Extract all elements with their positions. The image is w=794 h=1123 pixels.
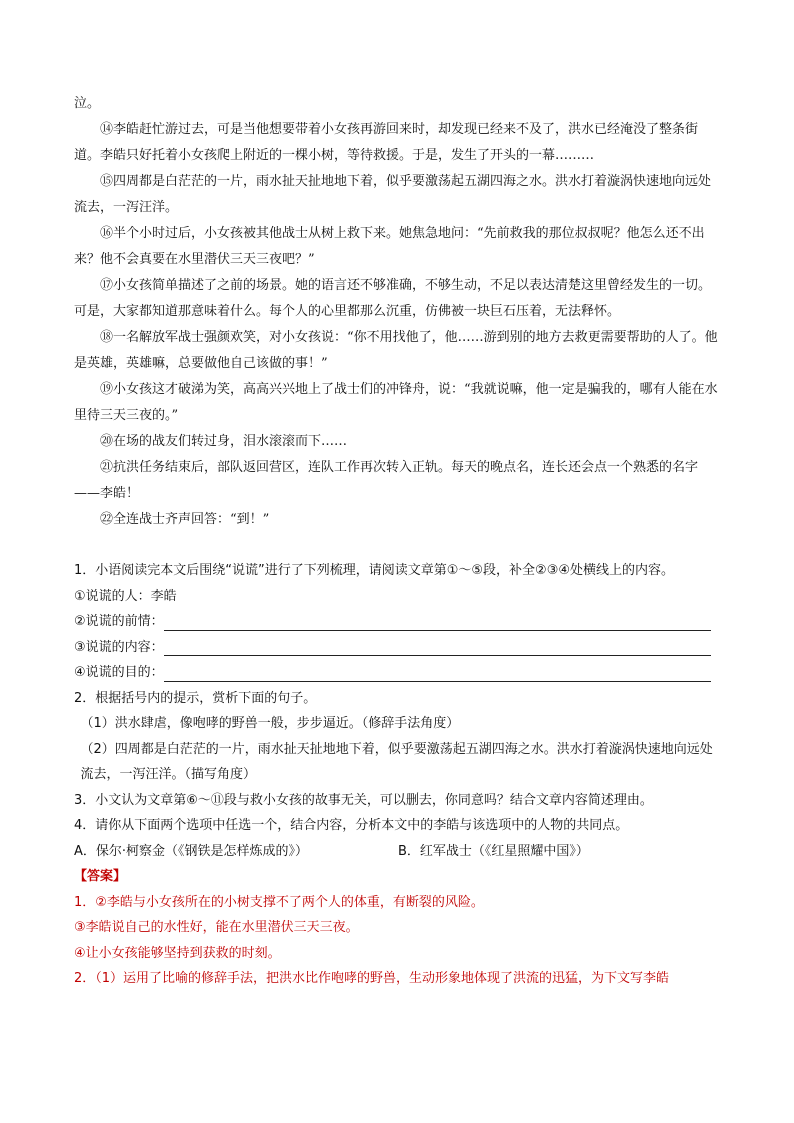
story-text [74, 91, 720, 533]
question-1-item-4-label: ④说谎的目的： [74, 665, 164, 680]
paragraph-18: ⑱一名解放军战士强颜欢笑，对小女孩说：“你不用找他了，他……游到别的地方去救更需要帮助的人了。他是英雄，英雄嘛，总要做他自己该做的事！” [74, 330, 718, 371]
paragraph-16: ⑯半个小时过后，小女孩被其他战士从树上救下来。她焦急地问：“先前救我的那位叔叔呢？他怎么还不出来？他不会真要在水里潜伏三天三夜吧？” [74, 226, 705, 267]
answer-2-part-1: 2．（1）运用了比喻的修辞手法，把洪水比作咆哮的野兽，生动形象地体现了洪流的迅猛，为下文写李皓 [74, 971, 670, 986]
paragraph-22: ㉒全连战士齐声回答：“到！” [100, 512, 270, 527]
question-2-part-1: （1）洪水肆虐，像咆哮的野兽一般，步步逼近。（修辞手法角度） [80, 716, 460, 731]
question-4: 4．请你从下面两个选项中任选一个，结合内容，分析本文中的李皓与该选项中的人物的共同点。 [74, 818, 629, 833]
question-3: 3．小文认为文章第⑥～⑪段与救小女孩的故事无关，可以删去，你同意吗？结合文章内容简述理由。 [74, 792, 653, 808]
answer-heading: 【答案】 [74, 869, 127, 884]
paragraph-21: ㉑抗洪任务结束后，部队返回营区，连队工作再次转入正轨。每天的晚点名，连长还会点一个熟悉的名字——李皓！ [74, 460, 699, 501]
question-2: 2．根据括号内的提示，赏析下面的句子。 [74, 690, 317, 706]
question-2-part-2: （2）四周都是白茫茫的一片，雨水扯天扯地地下着，似乎要激荡起五湖四海之水。洪水打着漩涡快速地向远处流去，一泻汪洋。（描写角度） [80, 741, 713, 782]
question-1-item-2-label: ②说谎的前情： [74, 614, 164, 629]
question-1-item-4 [74, 660, 720, 686]
question-1-item-3-label: ③说谎的内容： [74, 639, 164, 655]
answer-1-item-4: ④让小女孩能够坚持到获救的时刻。 [74, 945, 281, 961]
question-4-options [74, 839, 720, 865]
answer-1-item-3: ③李皓说自己的水性好，能在水里潜伏三天三夜。 [74, 920, 359, 935]
answer-1-item-2: 1．②李皓与小女孩所在的小树支撑不了两个人的体重，有断裂的风险。 [74, 894, 484, 910]
question-1-item-1: ①说谎的人：李皓 [74, 588, 177, 604]
question-1-item-3 [74, 635, 720, 661]
answer-blank-line[interactable] [164, 637, 711, 656]
question-1-item-2 [74, 609, 720, 635]
answer-blank-line[interactable] [164, 663, 711, 682]
question-1: 1．小语阅读完本文后围绕“说谎”进行了下列梳理，请阅读文章第①～⑤段，补全②③④处横线上的内容。 [74, 563, 675, 578]
option-b: B．红军战士（《红星照耀中国》） [398, 843, 589, 859]
paragraph-20: ⑳在场的战友们转过身，泪水滚滚而下…… [100, 434, 348, 449]
option-a: A．保尔·柯察金（《钢铁是怎样炼成的》） [74, 843, 309, 859]
questions-section [74, 558, 720, 992]
paragraph-15: ⑮四周都是白茫茫的一片，雨水扯天扯地地下着，似乎要激荡起五湖四海之水。洪水打着漩涡快速地向远处流去，一泻汪洋。 [74, 174, 712, 215]
paragraph-14: ⑭李皓赶忙游过去，可是当他想要带着小女孩再游回来时，却发现已经来不及了，洪水已经淹没了整条街道。李皓只好托着小女孩爬上附近的一棵小树，等待救援。于是，发生了开头的一幕……… [74, 122, 699, 163]
paragraph-13-end: 泣。 [74, 96, 101, 111]
paragraph-19: ⑲小女孩这才破涕为笑，高高兴兴地上了战士们的冲锋舟，说：“我就说嘛，他一定是骗我的，哪有人能在水里待三天三夜的。” [74, 382, 718, 423]
paragraph-17: ⑰小女孩简单描述了之前的场景。她的语言还不够准确，不够生动，不足以表达清楚这里曾经发生的一切。可是，大家都知道那意味着什么。每个人的心里都那么沉重，仿佛被一块巨石压着，无法释怀。 [74, 278, 712, 319]
answer-blank-line[interactable] [164, 612, 711, 631]
